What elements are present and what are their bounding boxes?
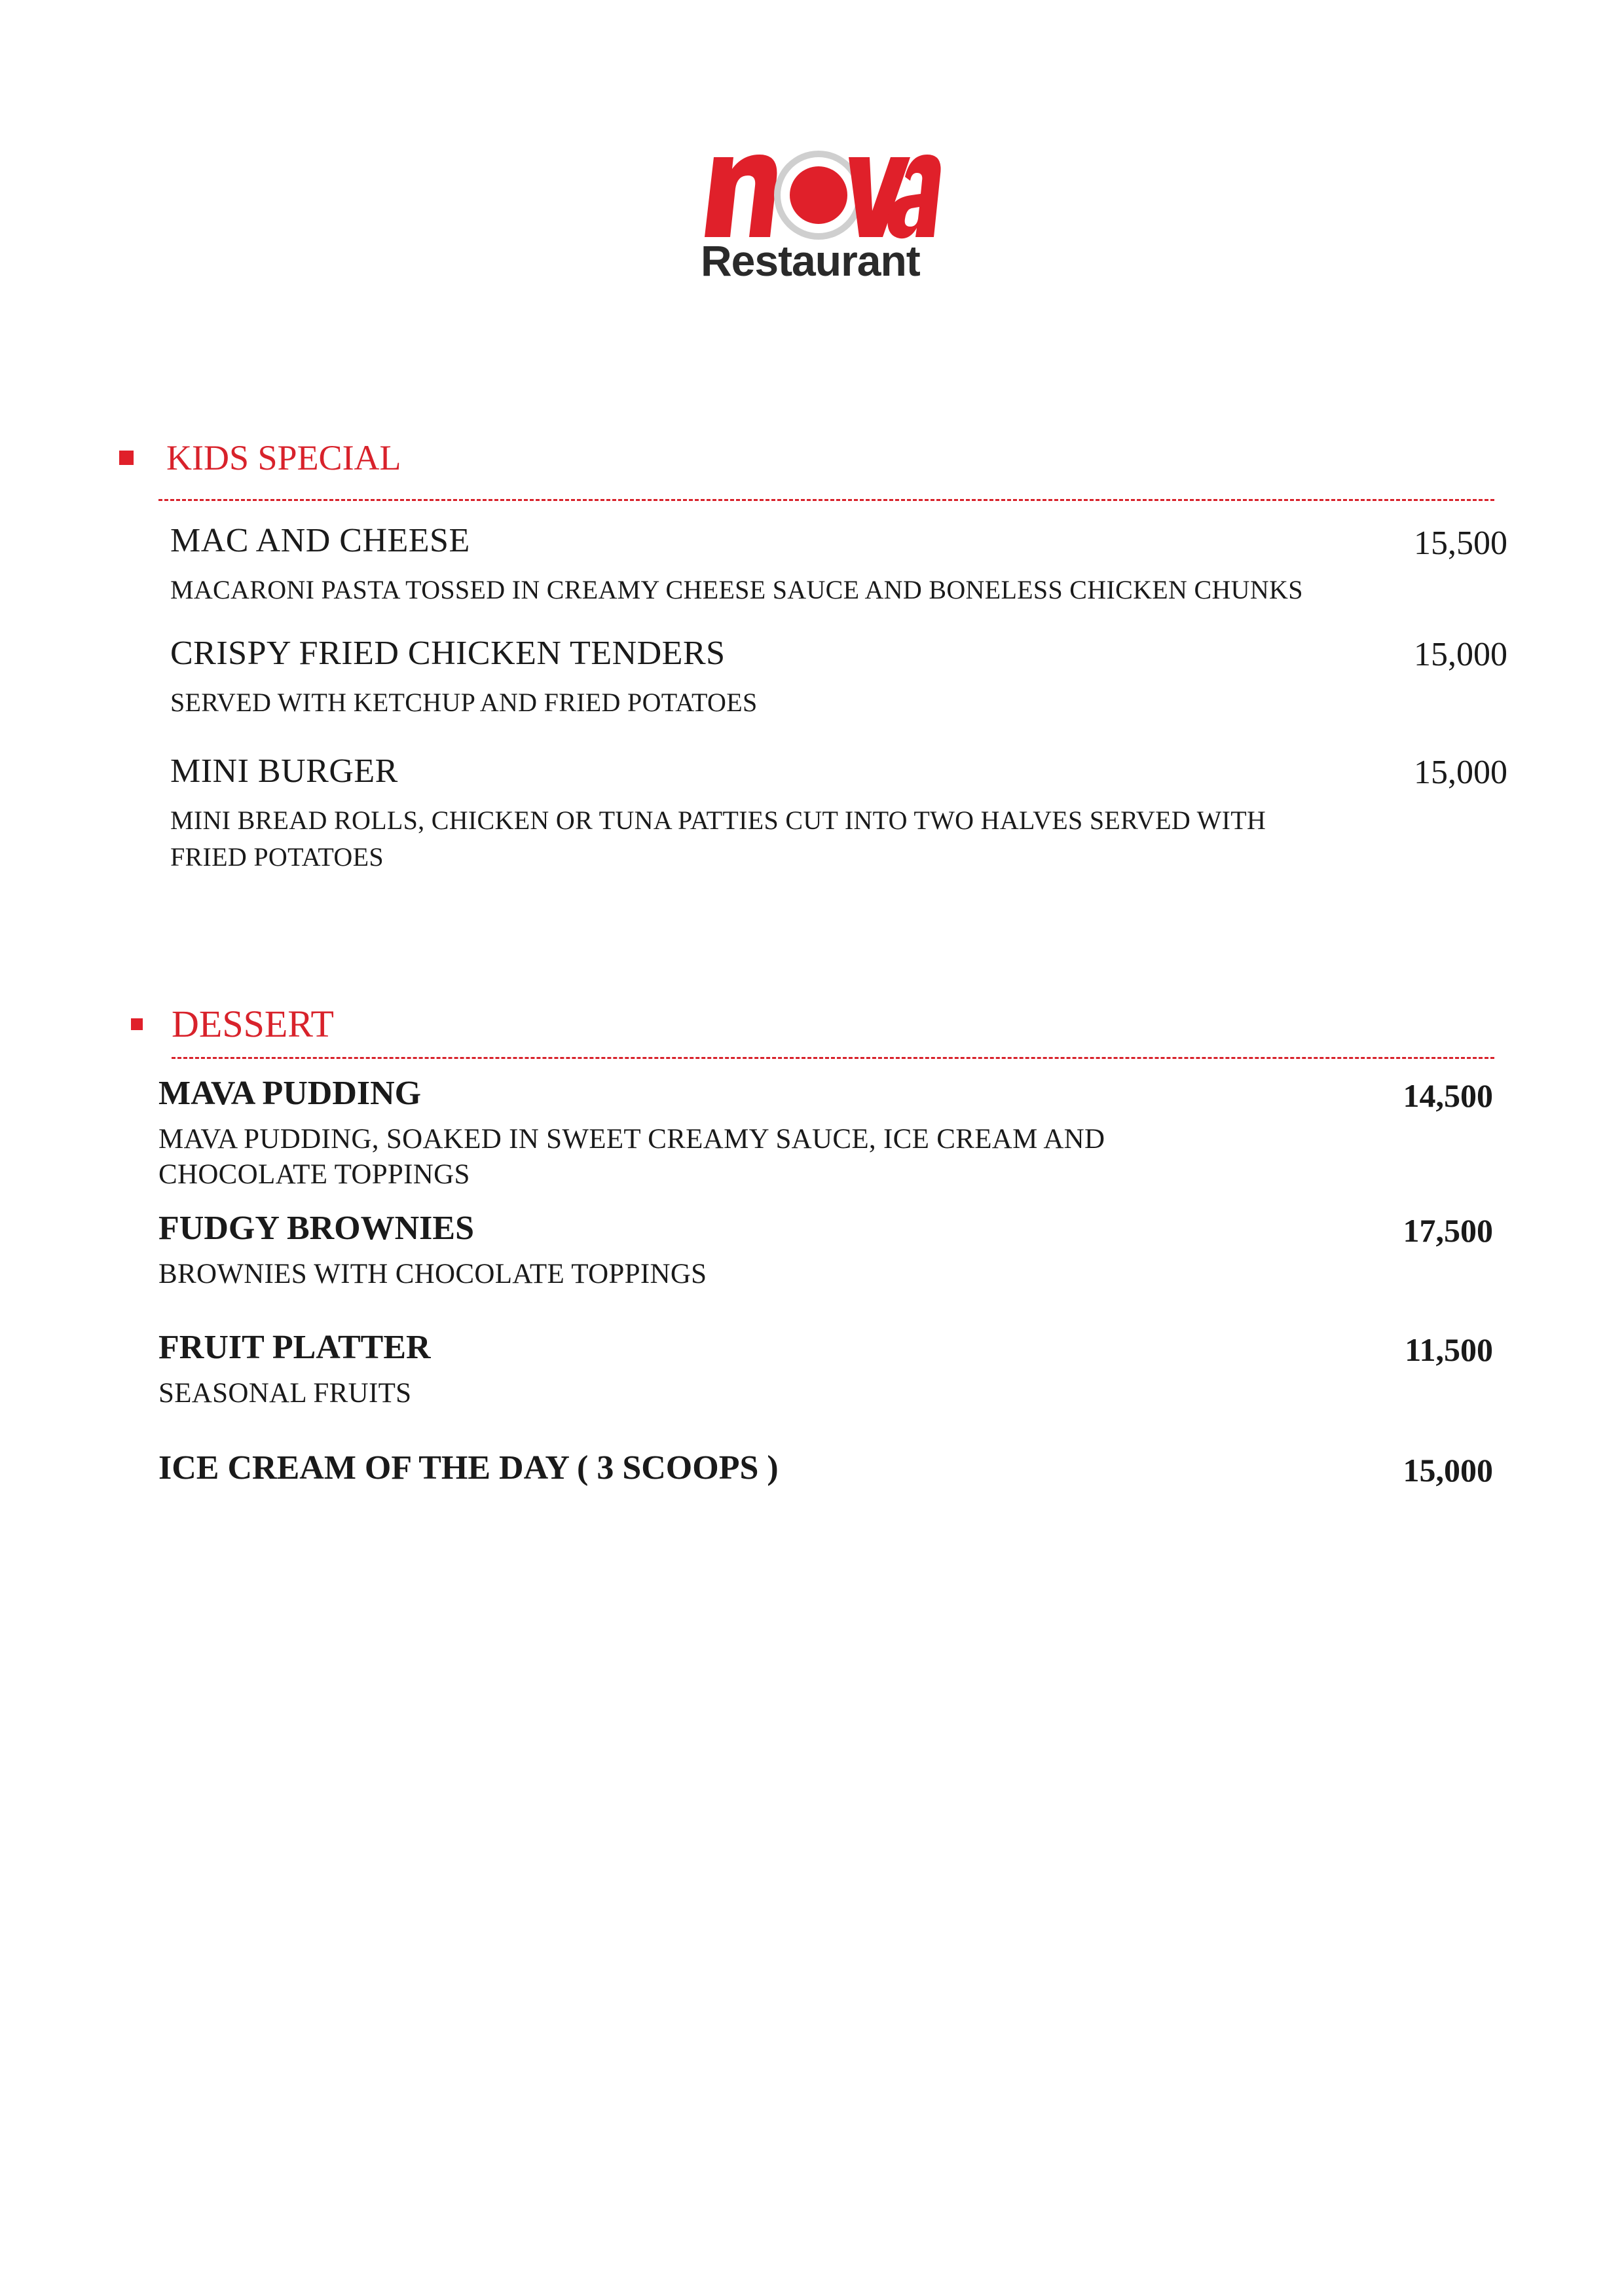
- kids-special-header: [119, 437, 401, 478]
- item-price: 14,500: [1403, 1077, 1493, 1114]
- item-name: ICE CREAM OF THE DAY ( 3 SCOOPS ): [158, 1449, 779, 1487]
- square-bullet-icon: [119, 451, 134, 465]
- item-price: 17,500: [1403, 1212, 1493, 1249]
- dessert-header: [131, 1002, 334, 1046]
- menu-item: [158, 1328, 1272, 1411]
- item-name: FRUIT PLATTER: [158, 1329, 431, 1366]
- section-title: DESSERT: [172, 1003, 334, 1045]
- item-description: SERVED WITH KETCHUP AND FRIED POTATOES: [170, 688, 758, 717]
- item-description: MAVA PUDDING, SOAKED IN SWEET CREAMY SAUCE, ICE CREAM AND CHOCOLATE TOPPINGS: [158, 1124, 1105, 1190]
- item-price: 15,500: [1414, 525, 1507, 562]
- item-description: MACARONI PASTA TOSSED IN CREAMY CHEESE SAUCE AND BONELESS CHICKEN CHUNKS: [170, 575, 1303, 604]
- item-name: CRISPY FRIED CHICKEN TENDERS: [170, 635, 726, 672]
- square-bullet-icon: [131, 1018, 143, 1030]
- item-description: SEASONAL FRUITS: [158, 1378, 412, 1409]
- section-divider: [158, 499, 1494, 501]
- item-price: 15,000: [1414, 636, 1507, 673]
- item-name: FUDGY BROWNIES: [158, 1210, 475, 1247]
- item-name: MAC AND CHEESE: [170, 522, 470, 559]
- item-description: MINI BREAD ROLLS, CHICKEN OR TUNA PATTIES CUT INTO TWO HALVES SERVED WITH FRIED POTATOES: [170, 805, 1266, 872]
- menu-item: [158, 1209, 1272, 1292]
- logo-subtitle: Restaurant: [701, 236, 920, 285]
- item-price: 11,500: [1405, 1331, 1493, 1368]
- menu-item: [170, 634, 1414, 721]
- item-name: MAVA PUDDING: [158, 1075, 422, 1112]
- menu-item: [170, 752, 1283, 876]
- menu-item: [158, 1449, 1272, 1487]
- item-price: 15,000: [1403, 1452, 1493, 1489]
- menu-item: [170, 521, 1414, 608]
- item-name: MINI BURGER: [170, 752, 398, 790]
- menu-item: [158, 1074, 1272, 1193]
- section-title: KIDS SPECIAL: [166, 438, 401, 477]
- item-price: 15,000: [1414, 754, 1507, 791]
- item-description: BROWNIES WITH CHOCOLATE TOPPINGS: [158, 1259, 707, 1289]
- section-divider: [172, 1057, 1494, 1059]
- restaurant-logo: [694, 138, 943, 308]
